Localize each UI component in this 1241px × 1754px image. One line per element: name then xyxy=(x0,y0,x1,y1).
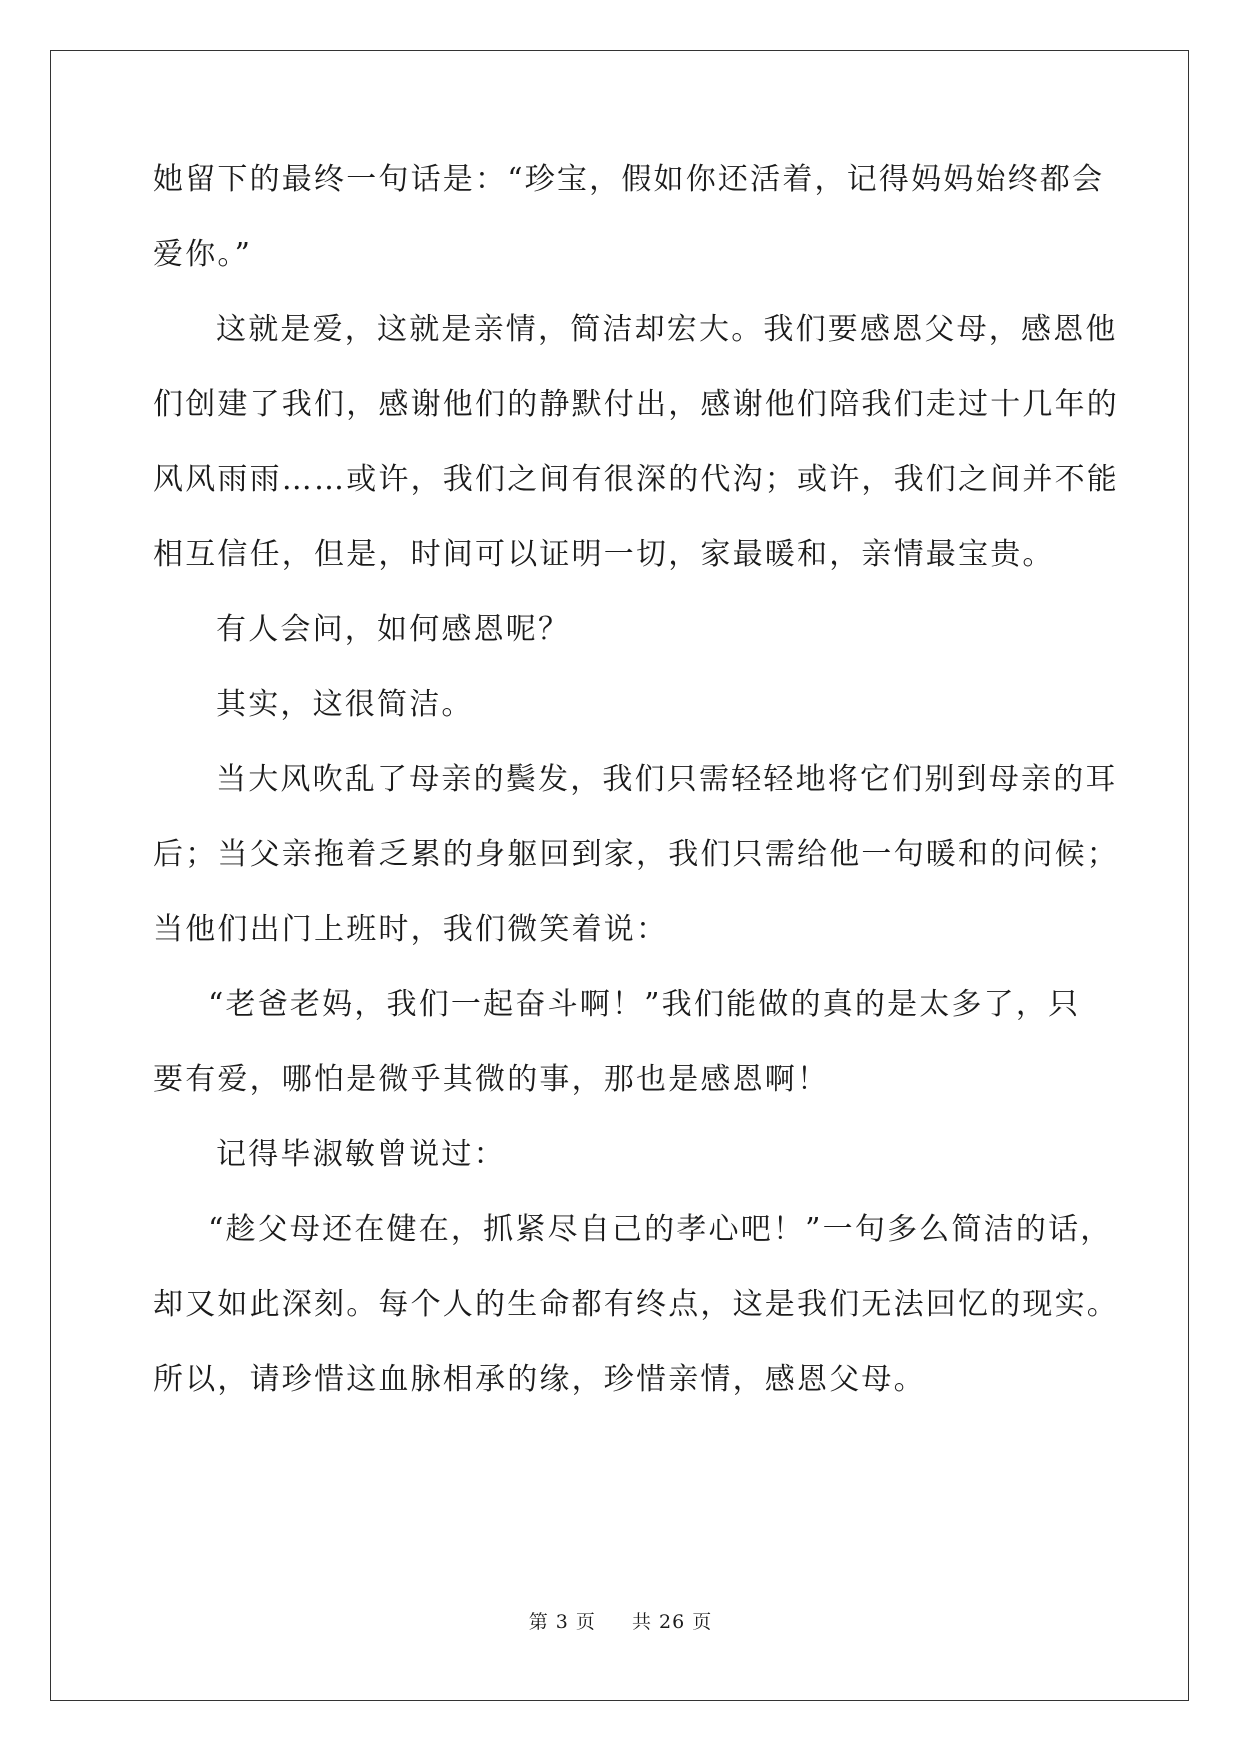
page-total: 共 26 页 xyxy=(632,1611,713,1633)
paragraph-first-line: 其实，这很简洁。 xyxy=(216,687,474,722)
text-line: 却又如此深刻。每个人的生命都有终点，这是我们无法回忆的现实。 xyxy=(153,1287,1119,1322)
page-footer xyxy=(0,1610,1241,1634)
text-line: 们创建了我们，感谢他们的静默付出，感谢他们陪我们走过十几年的 xyxy=(153,387,1119,422)
text-line: 相互信任，但是，时间可以证明一切，家最暖和，亲情最宝贵。 xyxy=(153,537,1055,572)
text-line: 爱你。” xyxy=(153,237,253,272)
paragraph-first-line: “老爸老妈，我们一起奋斗啊！”我们能做的真的是太多了，只 xyxy=(208,987,1081,1022)
paragraph-first-line: 当大风吹乱了母亲的鬓发，我们只需轻轻地将它们别到母亲的耳 xyxy=(216,762,1118,797)
paragraph-first-line: “趁父母还在健在，抓紧尽自己的孝心吧！”一句多么简洁的话， xyxy=(208,1212,1113,1247)
text-line: 风风雨雨……或许，我们之间有很深的代沟；或许，我们之间并不能 xyxy=(153,462,1119,497)
paragraph-first-line: 有人会问，如何感恩呢？ xyxy=(216,612,571,647)
page-border xyxy=(50,50,1189,1701)
paragraph-first-line: 记得毕淑敏曾说过： xyxy=(216,1137,506,1172)
page-number: 第 3 页 xyxy=(528,1611,596,1633)
text-line: 要有爱，哪怕是微乎其微的事，那也是感恩啊！ xyxy=(153,1062,830,1097)
text-line: 所以，请珍惜这血脉相承的缘，珍惜亲情，感恩父母。 xyxy=(153,1362,926,1397)
paragraph-first-line: 这就是爱，这就是亲情，简洁却宏大。我们要感恩父母，感恩他 xyxy=(216,312,1118,347)
text-line: 后；当父亲拖着乏累的身躯回到家，我们只需给他一句暖和的问候； xyxy=(153,837,1119,872)
text-line: 她留下的最终一句话是：“珍宝，假如你还活着，记得妈妈始终都会 xyxy=(153,162,1105,197)
text-line: 当他们出门上班时，我们微笑着说： xyxy=(153,912,669,947)
